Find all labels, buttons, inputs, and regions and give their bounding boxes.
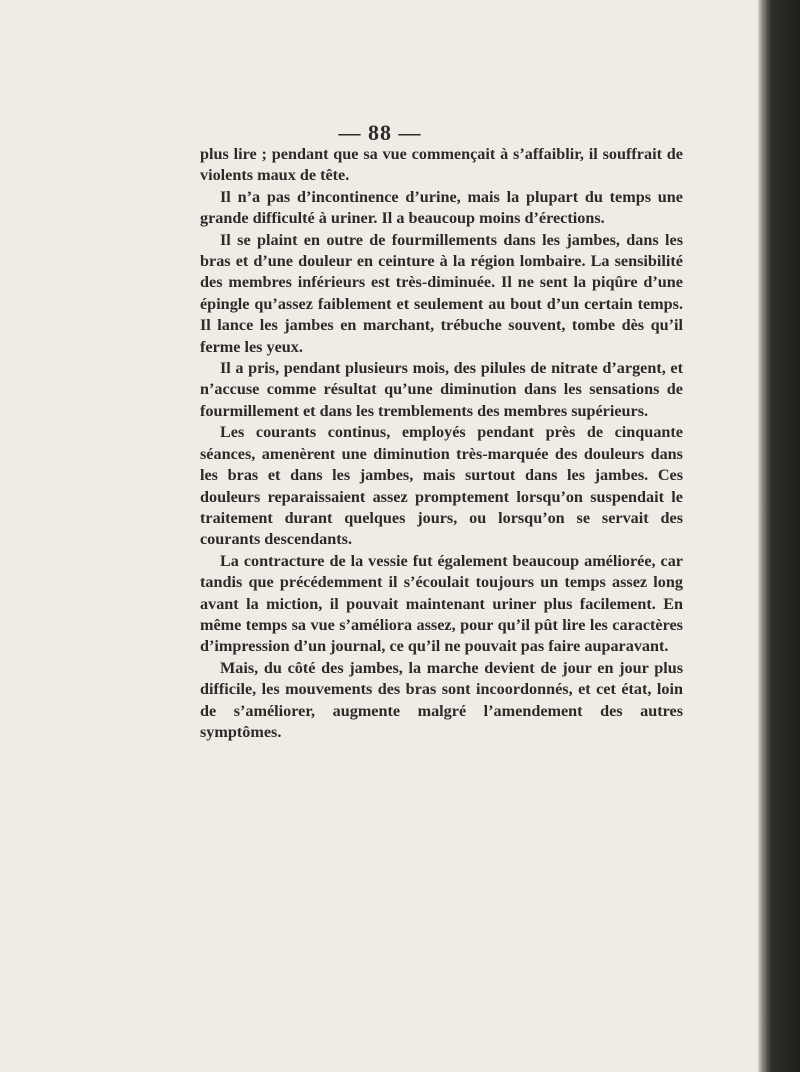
paragraph-3: Il se plaint en outre de fourmillements dans les jambes, dans les bras et d’une douleur en ceinture à la région lombaire. La sensibilité des membres inférieurs est très-diminuée. Il ne sent la piqûre d’une épingle qu’assez faiblement et seulement au bout d’un certain temps. Il lance les jambes en marchant, trébuche souvent, tombe dès qu’il ferme les yeux. (200, 230, 683, 356)
paragraph-2: Il n’a pas d’incontinence d’urine, mais la plupart du temps une grande difficulté à uriner. Il a beaucoup moins d’érections. (200, 187, 683, 228)
paragraph-5: Les courants continus, employés pendant près de cinquante séances, amenèrent une diminution très-marquée des douleurs dans les bras et dans les jambes, mais surtout dans les jambes. Ces douleurs reparaissaient assez promptement lorsqu’on suspendait le traitement durant quelques jours, ou lorsqu’on se servait des courants descendants. (200, 423, 683, 549)
paragraph-7: Mais, du côté des jambes, la marche devient de jour en jour plus difficile, les mouvements des bras sont incoordonnés, et cet état, loin de s’améliorer, augmente malgré l’amendement des autres symptômes. (200, 658, 683, 741)
paragraph-4: Il a pris, pendant plusieurs mois, des pilules de nitrate d’argent, et n’accuse comme résultat qu’une diminution dans les sensations de fourmillement et dans les tremblements des membres supérieurs. (200, 359, 683, 420)
paragraph-6: La contracture de la vessie fut également beaucoup améliorée, car tandis que précédemment il s’écoulait toujours un temps assez long avant la miction, il pouvait maintenant uriner plus facilement. En même temps sa vue s’améliora assez, pour qu’il pût lire les caractères d’impression d’un journal, ce qu’il ne pouvait pas faire auparavant. (200, 551, 683, 656)
page-edge-highlight (763, 0, 766, 1072)
body-text (200, 144, 683, 743)
paragraph-1: plus lire ; pendant que sa vue commençait à s’affaiblir, il souffrait de violents maux de tête. (200, 145, 683, 185)
page-number: — 88 — (338, 120, 422, 145)
